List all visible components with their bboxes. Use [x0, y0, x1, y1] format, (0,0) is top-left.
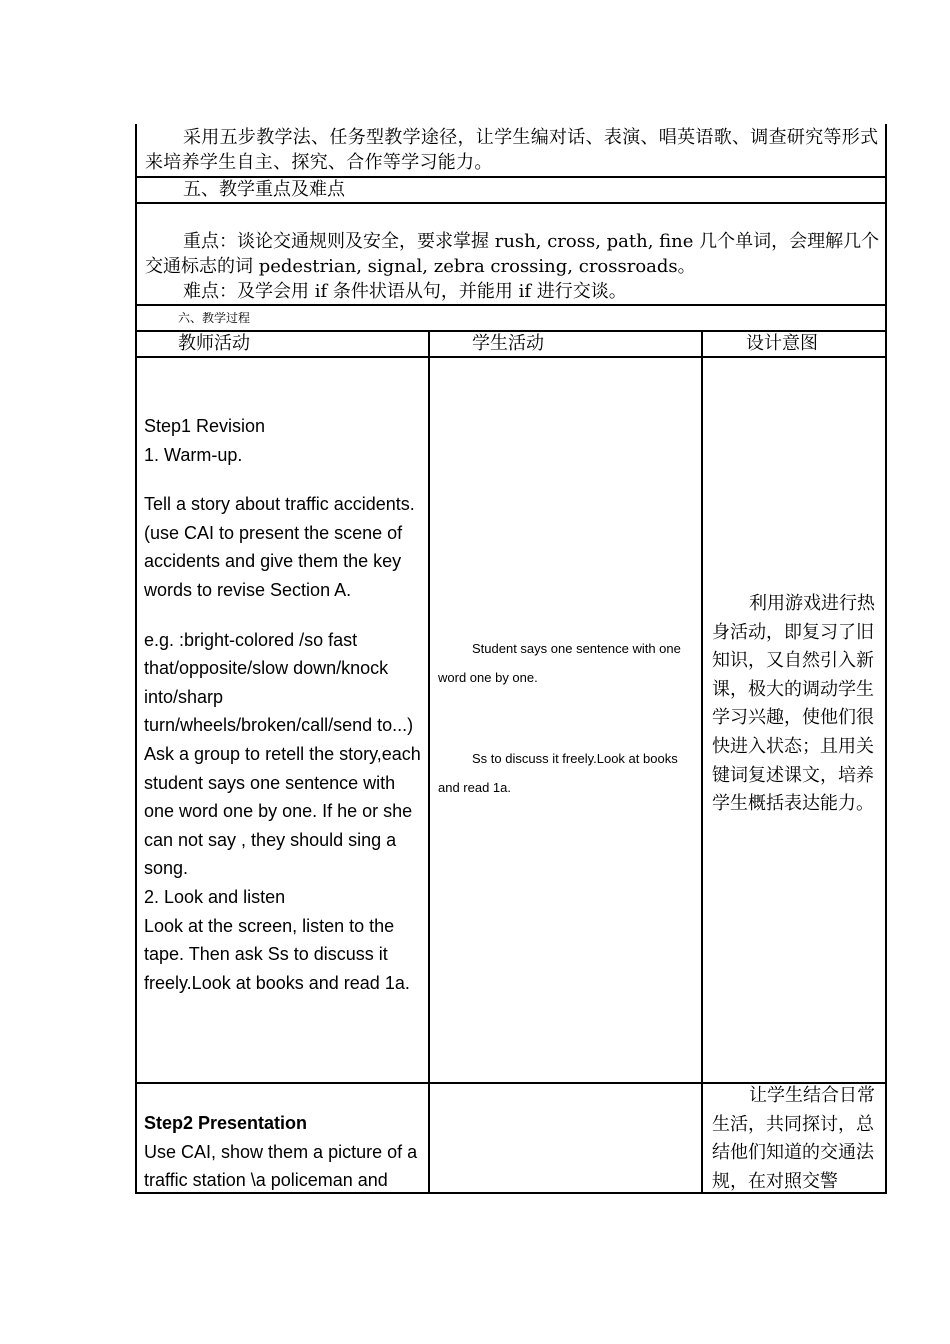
look-listen-heading: 2. Look and listen [144, 886, 286, 907]
design-intention-text: 让学生结合日常生活，共同探讨，总结他们知道的交通法规，在对照交警 [712, 1085, 875, 1192]
story-text: Tell a story about traffic accidents.(use CAI to present the scene of accidents and give them the key words to revise Section A. [144, 494, 415, 600]
column-header-student: 学生活动 [472, 333, 544, 354]
example-words: e.g. :bright-colored /so fast that/opposite/slow down/knock into/sharp turn/wheels/broken/call/send to...) [144, 629, 414, 736]
retell-instructions: Ask a group to retell the story,each student says one sentence with one word one by one. If he or she can not say , they should sing a song. [144, 743, 421, 879]
teaching-method-text: 采用五步教学法、任务型教学途径，让学生编对话、表演、唱英语歌、调查研究等形式来培养学生自主、探究、合作等学习能力。 [145, 127, 879, 173]
row-divider [135, 356, 887, 358]
column-divider [428, 330, 430, 1194]
design-intention-text: 利用游戏进行热身活动，即复习了旧知识，又自然引入新课，极大的调动学生学习兴趣，使他们很快进入状态；且用关键词复述课文，培养学生概括表达能力。 [712, 593, 875, 815]
step1-design-intention [712, 590, 880, 819]
section6-title: 六、教学过程 [178, 311, 251, 325]
step2-teacher-activity [144, 1109, 424, 1195]
spacer [144, 605, 424, 626]
row-divider [135, 304, 887, 306]
step2-design-intention [712, 1082, 880, 1196]
step1-student-activity-1 [438, 635, 694, 692]
column-header-design: 设计意图 [746, 333, 818, 354]
screen-instructions: Look at the screen, listen to the tape. Then ask Ss to discuss it freely.Look at books and read 1a. [144, 915, 410, 993]
column-header-teacher: 教师活动 [178, 333, 250, 354]
warmup-heading: 1. Warm-up. [144, 444, 243, 465]
row-divider [135, 202, 887, 204]
focus-points: 重点：谈论交通规则及安全，要求掌握 rush, cross, path, fine 几个单词，会理解几个交通标志的词 pedestrian, signal, zebra crossing, crossroads。 [145, 231, 880, 277]
step2-text: Use CAI, show them a picture of a traffic station \a policeman and [144, 1141, 418, 1191]
spacer [144, 469, 424, 490]
difficult-points: 难点：及学会用 if 条件状语从句，并能用 if 进行交谈。 [183, 281, 627, 302]
step1-teacher-activity [144, 412, 424, 997]
section5-title: 五、教学重点及难点 [183, 179, 345, 200]
student-activity-text: Ss to discuss it freely.Look at books and read 1a. [438, 751, 678, 795]
step1-student-activity-2 [438, 745, 694, 802]
step1-title: Step1 Revision [144, 416, 266, 436]
student-activity-text: Student says one sentence with one word one by one. [438, 641, 681, 685]
step2-title: Step2 Presentation [144, 1113, 308, 1133]
key-points-block [145, 229, 881, 304]
column-divider [701, 330, 703, 1194]
